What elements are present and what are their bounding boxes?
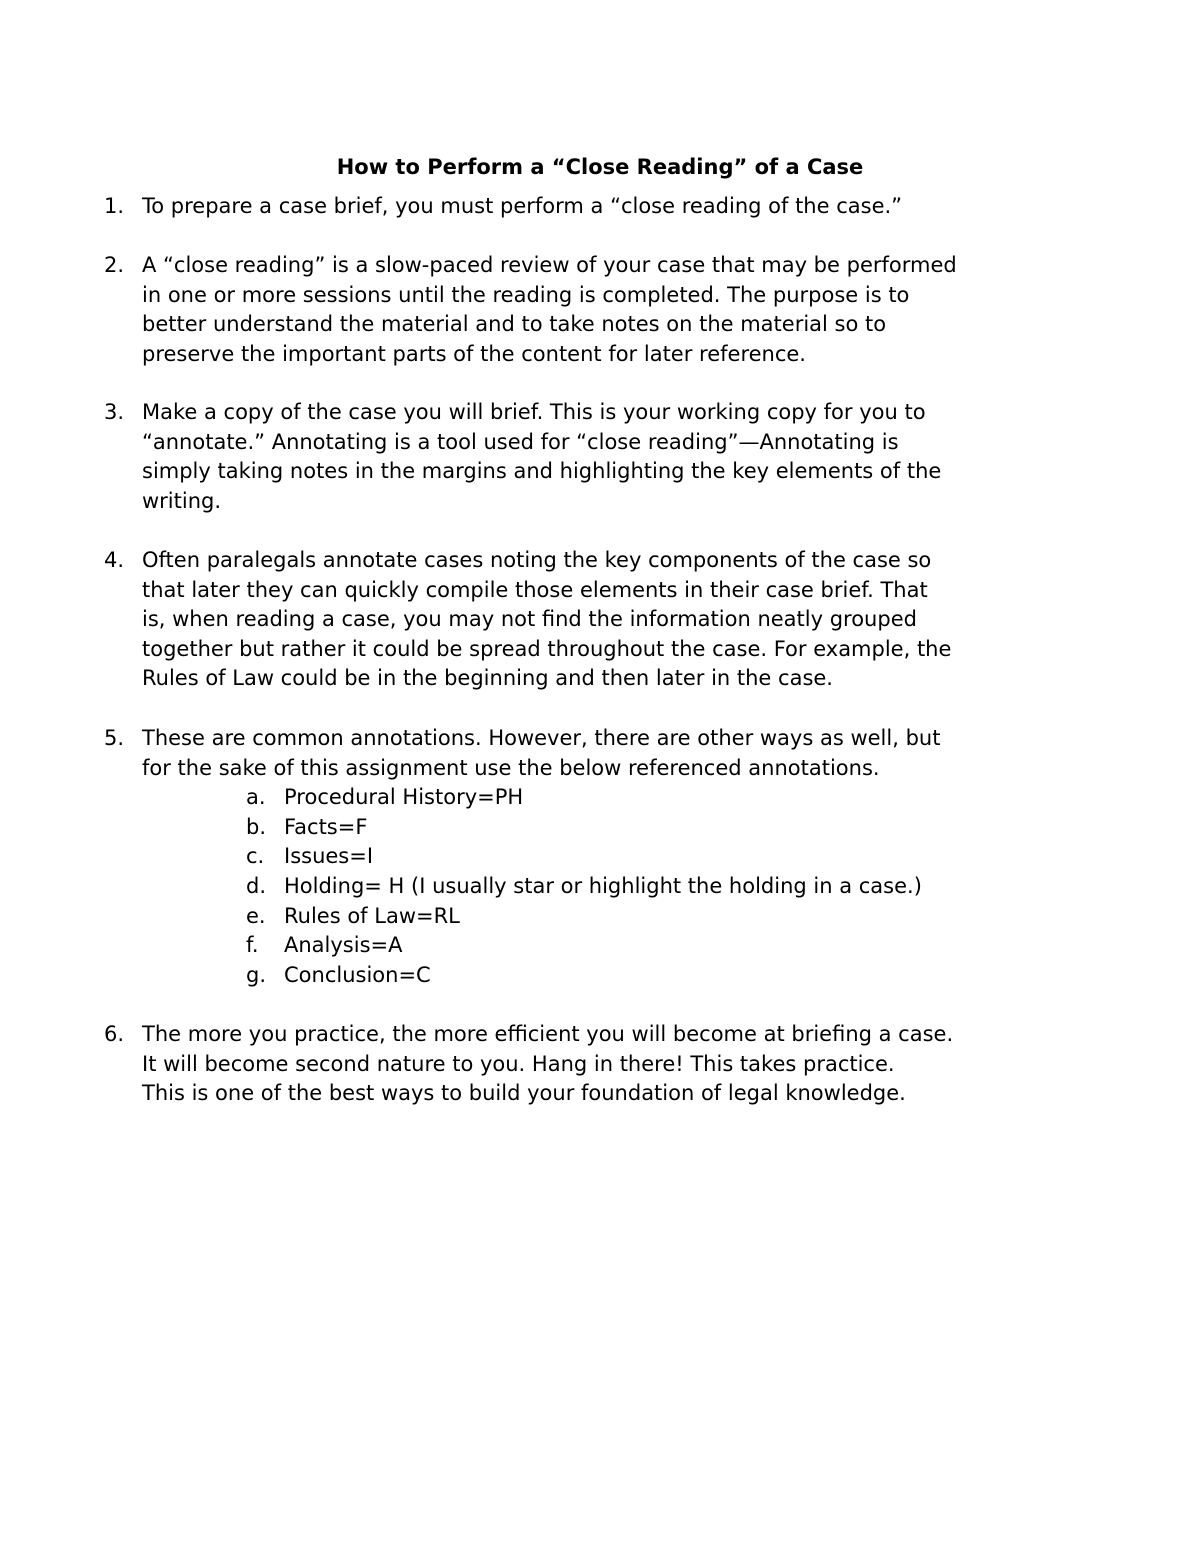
sub-list-item bbox=[246, 872, 1084, 902]
list-number: 2. bbox=[104, 253, 125, 277]
list-item-text bbox=[142, 192, 1084, 222]
list-item-1 bbox=[104, 192, 1084, 222]
list-item-4 bbox=[104, 546, 1084, 694]
sub-list-text: Rules of Law=RL bbox=[284, 903, 460, 928]
sub-list-text: Procedural History=PH bbox=[284, 785, 524, 810]
sub-list-letter: b. bbox=[246, 814, 267, 839]
list-item-6 bbox=[104, 1020, 1084, 1109]
text-line: is, when reading a case, you may not find the information neatly grouped bbox=[142, 607, 917, 632]
text-line: better understand the material and to take notes on the material so to bbox=[142, 312, 887, 337]
sub-list-text: Conclusion=C bbox=[284, 962, 431, 987]
list-number: 4. bbox=[104, 548, 125, 572]
list-number: 6. bbox=[104, 1022, 125, 1046]
text-line: It will become second nature to you. Hang in there! This takes practice. bbox=[142, 1051, 895, 1076]
sub-list-text: Facts=F bbox=[284, 814, 368, 839]
sub-list-letter: c. bbox=[246, 844, 265, 869]
text-line: A “close reading” is a slow-paced review of your case that may be performed bbox=[142, 253, 957, 277]
text-line: “annotate.” Annotating is a tool used for “close reading”—Annotating is bbox=[142, 429, 899, 454]
sub-list-text: Analysis=A bbox=[284, 933, 403, 958]
sub-list-item bbox=[246, 813, 1084, 843]
sub-list-letter: g. bbox=[246, 962, 267, 987]
sub-list-item bbox=[246, 902, 1084, 932]
list-number: 3. bbox=[104, 400, 125, 424]
text-line: These are common annotations. However, there are other ways as well, but bbox=[142, 726, 941, 750]
sub-list-letter: d. bbox=[246, 873, 267, 898]
list-item-2 bbox=[104, 251, 1084, 369]
list-item-3 bbox=[104, 398, 1084, 516]
list-number: 1. bbox=[104, 194, 125, 218]
text-line: simply taking notes in the margins and highlighting the key elements of the bbox=[142, 459, 942, 484]
list-item-text bbox=[142, 724, 1084, 783]
text-line: writing. bbox=[142, 488, 222, 513]
text-line: in one or more sessions until the reading is completed. The purpose is to bbox=[142, 282, 910, 307]
document-title: How to Perform a “Close Reading” of a Case bbox=[336, 155, 864, 179]
text-line: for the sake of this assignment use the below referenced annotations. bbox=[142, 755, 880, 780]
text-line: To prepare a case brief, you must perform a “close reading of the case.” bbox=[142, 194, 903, 218]
sub-list-letter: a. bbox=[246, 785, 266, 810]
text-line: Rules of Law could be in the beginning and then later in the case. bbox=[142, 666, 833, 691]
list-item-text bbox=[142, 398, 1084, 516]
sub-list-text: Issues=I bbox=[284, 844, 374, 869]
text-line: that later they can quickly compile those elements in their case brief. That bbox=[142, 577, 928, 602]
list-number: 5. bbox=[104, 726, 125, 750]
sub-list-item bbox=[246, 842, 1084, 872]
text-line: This is one of the best ways to build your foundation of legal knowledge. bbox=[142, 1081, 906, 1106]
list-item-text bbox=[142, 251, 1084, 369]
sub-list-item bbox=[246, 783, 1084, 813]
sub-list-item bbox=[246, 931, 1084, 961]
text-line: together but rather it could be spread throughout the case. For example, the bbox=[142, 636, 952, 661]
sub-list-letter: e. bbox=[246, 903, 266, 928]
sub-list-item bbox=[246, 961, 1084, 991]
text-line: Often paralegals annotate cases noting the key components of the case so bbox=[142, 548, 932, 572]
sub-list-text: Holding= H (I usually star or highlight the holding in a case.) bbox=[284, 873, 922, 898]
sub-list-letter: f. bbox=[246, 933, 259, 958]
list-item-text bbox=[142, 546, 1084, 694]
text-line: preserve the important parts of the content for later reference. bbox=[142, 341, 806, 366]
text-line: Make a copy of the case you will brief. This is your working copy for you to bbox=[142, 400, 926, 424]
list-item-text bbox=[142, 1020, 1084, 1109]
text-line: The more you practice, the more efficient you will become at briefing a case. bbox=[142, 1022, 954, 1046]
list-item-5 bbox=[104, 724, 1084, 990]
